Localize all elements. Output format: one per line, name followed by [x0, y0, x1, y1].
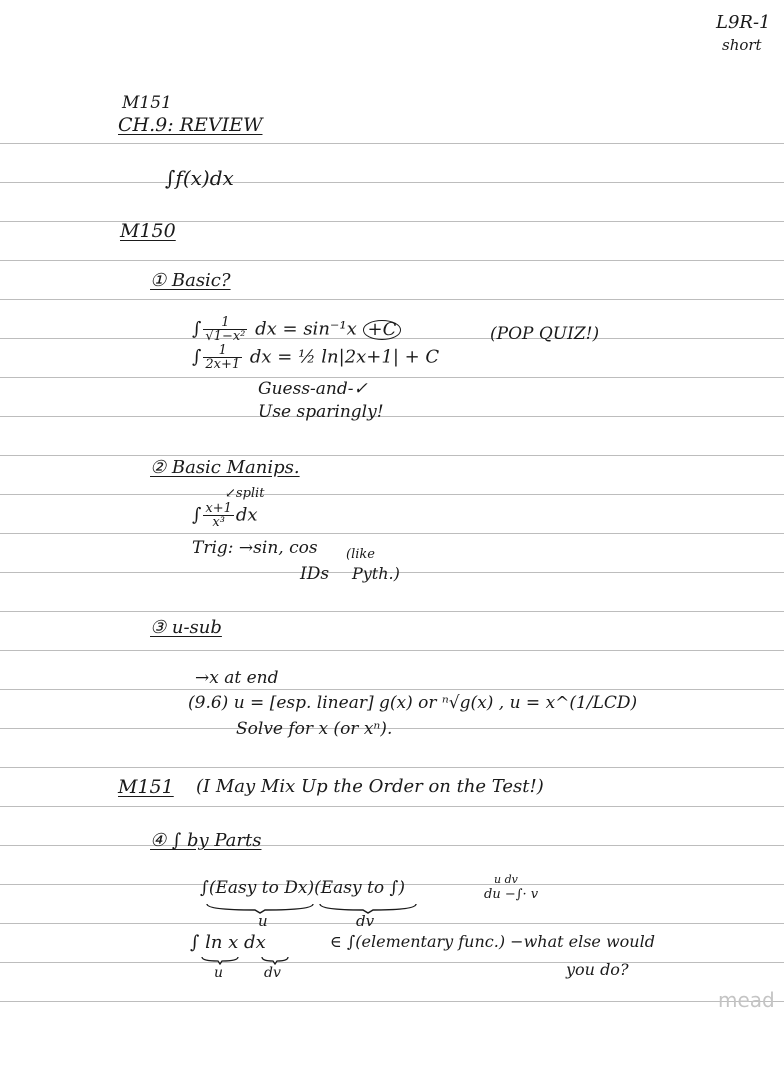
example-brace-u	[200, 955, 240, 965]
m150-heading: M150	[120, 220, 176, 242]
note-sparingly: Use sparingly!	[258, 402, 384, 422]
rule-line	[0, 689, 784, 690]
parts-side-top: u dv	[494, 873, 518, 886]
pop-quiz-note: (POP QUIZ!)	[490, 324, 600, 344]
rule-line	[0, 299, 784, 300]
section-1-title: ① Basic?	[150, 270, 231, 291]
fraction: $\frac{1}{2x+1}$	[205, 343, 241, 372]
course-label: M151	[122, 93, 172, 113]
integral-rest: dx = ½ ln|2x+1| + C	[249, 346, 440, 368]
parts-expression: ∫(Easy to Dx)(Easy to ∫)	[200, 878, 405, 898]
brand-watermark: mead	[718, 988, 775, 1012]
section-2-title: ② Basic Manips.	[150, 457, 300, 478]
split-note: ↙split	[225, 486, 265, 501]
m151-heading: M151	[118, 776, 174, 798]
usub-line-3: Solve for x (or xⁿ).	[236, 719, 393, 739]
example-u-label: u	[214, 965, 224, 981]
integral-rest: dx = sin⁻¹x	[255, 318, 357, 340]
rule-line	[0, 767, 784, 768]
integral-split	[192, 502, 258, 529]
parts-side-formula: du −∫· v	[484, 887, 539, 902]
rule-line	[0, 806, 784, 807]
rule-line	[0, 650, 784, 651]
example-note-2: you do?	[566, 960, 629, 979]
trig-note: Trig: →sin, cos	[192, 538, 318, 558]
integral-rest: dx	[235, 504, 258, 526]
rule-line	[0, 377, 784, 378]
like-note: (like	[346, 547, 375, 562]
integral-sign: ∫	[192, 504, 202, 526]
page-code: L9R-1	[716, 12, 771, 33]
section-3-title: ③ u-sub	[150, 617, 222, 638]
rule-line	[0, 221, 784, 222]
pyth-note: Pyth.)	[352, 564, 400, 583]
ids-note: IDs	[300, 564, 330, 584]
rule-line	[0, 923, 784, 924]
integral-sign: ∫	[192, 318, 202, 340]
rule-line	[0, 533, 784, 534]
rule-line	[0, 143, 784, 144]
parts-example: ∫ ln x dx	[190, 932, 266, 953]
rule-line	[0, 962, 784, 963]
constant-circled: +C	[363, 320, 402, 340]
note-guess-check: Guess-and-✓	[258, 379, 368, 399]
fraction: $\frac{x+1}{\text{x³}}$	[205, 501, 232, 530]
parts-u-label: u	[258, 912, 268, 930]
parts-dv-label: dv	[356, 912, 375, 930]
fraction: $\frac{1}{\text{√1−x²}}$	[205, 315, 246, 344]
page-note: short	[722, 36, 762, 54]
intro-integral: ∫f(x)dx	[165, 166, 234, 190]
integral-arcsin	[192, 316, 401, 343]
usub-line-1: →x at end	[195, 668, 279, 688]
rule-line	[0, 182, 784, 183]
rule-line	[0, 845, 784, 846]
rule-line	[0, 455, 784, 456]
page-title: CH.9: REVIEW	[118, 114, 263, 136]
section-4-title: ④ ∫ by Parts	[150, 830, 262, 851]
example-brace-dv	[260, 955, 290, 965]
usub-line-2: (9.6) u = [esp. linear] g(x) or ⁿ√g(x) , u = x^(1/LCD)	[188, 693, 638, 713]
rule-line	[0, 494, 784, 495]
m151-subtitle: (I May Mix Up the Order on the Test!)	[196, 776, 544, 797]
rule-line	[0, 416, 784, 417]
integral-log	[192, 344, 439, 371]
rule-line	[0, 611, 784, 612]
integral-sign: ∫	[192, 346, 202, 368]
example-dv-label: dv	[264, 965, 281, 981]
rule-line	[0, 260, 784, 261]
rule-line	[0, 1001, 784, 1002]
example-note: ∈ ∫(elementary func.) −what else would	[330, 932, 655, 951]
